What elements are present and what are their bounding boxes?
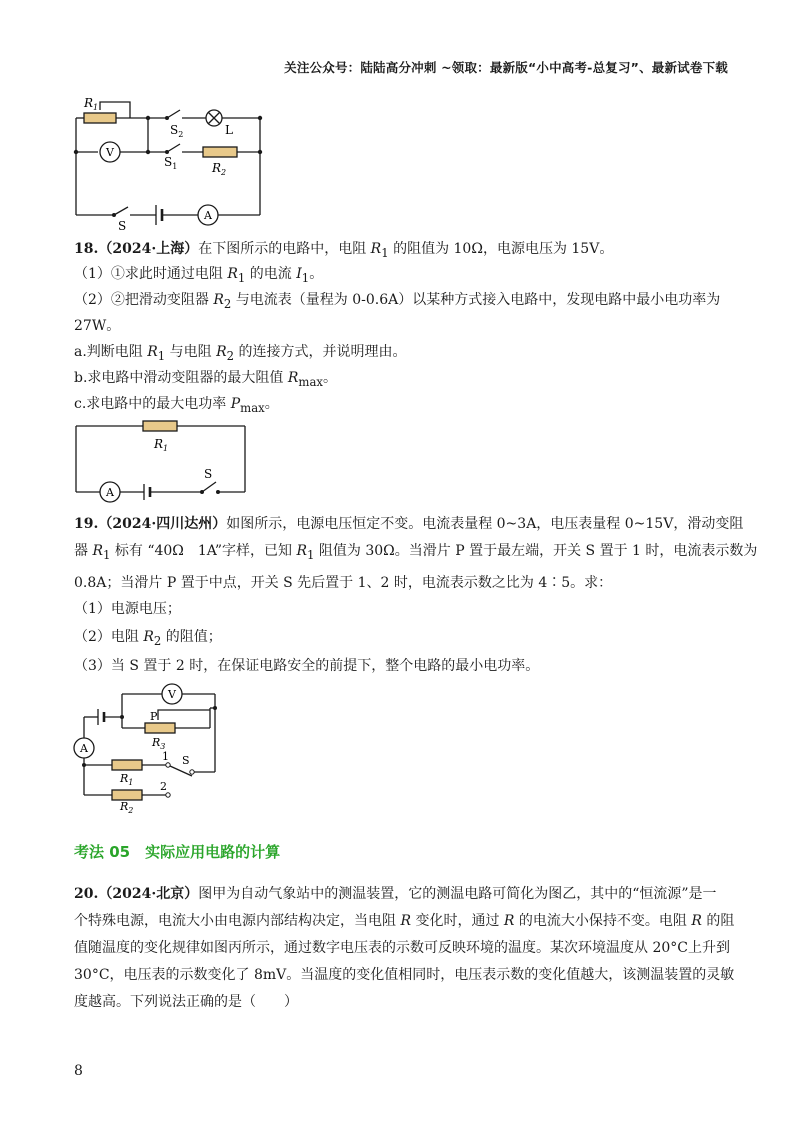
label-position-1: 1 (162, 750, 169, 763)
q18-part2-line2: 27W。 (74, 318, 121, 334)
label-slider-p: P (150, 710, 158, 723)
label-r2: $R_2$ (212, 161, 227, 177)
label-r3: $R_3$ (152, 736, 166, 751)
q19-part1: （1）电源电压； (74, 601, 181, 617)
label-s1: $S_1$ (164, 155, 178, 171)
label-ammeter: A (106, 486, 114, 499)
q18-stem: 18.（2024·上海）在下图所示的电路中，电阻 $R_1$ 的阻值为 10Ω，电源电压为 15V。 (74, 241, 614, 260)
label-voltmeter: V (106, 146, 114, 159)
label-r1: $R_1$ (84, 96, 99, 112)
label-voltmeter: V (168, 688, 176, 701)
q19-stem-line3: 0.8A；当滑片 P 置于中点，开关 S 先后置于 1、2 时，电流表示数之比为 4∶5。求： (74, 575, 613, 591)
q19-part3: （3）当 S 置于 2 时，在保证电路安全的前提下，整个电路的最小电功率。 (74, 658, 540, 674)
q19-stem-line2: 器 $R_1$ 标有 “40Ω 1A”字样，已知 $R_1$ 阻值为 30Ω。当滑片 P 置于最左端，开关 S 置于 1 时，电流表示数为 (74, 543, 758, 562)
q20-line3: 值随温度的变化规律如图丙所示，通过数字电压表的示数可反映环境的温度。某次环境温度从 20°C上升到 (74, 940, 730, 956)
circuit-diagram-q19 (70, 680, 230, 815)
q18-part-a: a.判断电阻 $R_1$ 与电阻 $R_2$ 的连接方式，并说明理由。 (74, 344, 407, 363)
label-r2: $R_2$ (120, 800, 134, 815)
label-lamp: L (225, 123, 233, 137)
q18-part-b: b.求电路中滑动变阻器的最大阻值 $R_{max}$。 (74, 370, 337, 389)
label-switch: S (118, 219, 127, 233)
q20-line5: 度越高。下列说法正确的是（ ） (74, 994, 298, 1010)
q20-line1: 20.（2024·北京）图甲为自动气象站中的测温装置，它的测温电路可简化为图乙，其中的“恒流源”是一 (74, 886, 717, 902)
label-switch: S (204, 467, 213, 481)
q19-stem-line1: 19.（2024·四川达州）如图所示，电源电压恒定不变。电流表量程 0~3A，电压表量程 0~15V，滑动变阻 (74, 516, 744, 532)
label-switch-s: S (182, 754, 190, 767)
section-title: 考法 05 实际应用电路的计算 (74, 843, 281, 861)
circuit-diagram-q18 (70, 418, 260, 503)
header-note: 关注公众号：陆陆高分冲刺 ~领取：最新版“小中高考-总复习”、最新试卷下载 (284, 60, 728, 75)
label-s2: $S_2$ (170, 123, 184, 139)
q20-line4: 30°C，电压表的示数变化了 8mV。当温度的变化值相同时，电压表示数的变化值越大，该测温装置的灵敏 (74, 967, 735, 983)
label-r1: $R_1$ (154, 437, 169, 453)
label-ammeter: A (80, 742, 88, 755)
label-ammeter: A (204, 209, 212, 222)
q20-line2: 个特殊电源，电流大小由电源内部结构决定，当电阻 R 变化时，通过 R 的电流大小保持不变。电阻 R 的阻 (74, 913, 735, 929)
q18-part-c: c.求电路中的最大电功率 $P_{max}$。 (74, 396, 279, 415)
label-r1: $R_1$ (120, 772, 134, 787)
circuit-diagram-q17 (70, 90, 270, 233)
q19-part2: （2）电阻 $R_2$ 的阻值； (74, 629, 222, 648)
q18-part2-line1: （2）②把滑动变阻器 $R_2$ 与电流表（量程为 0-0.6A）以某种方式接入电路中，发现电路中最小电功率为 (74, 292, 721, 311)
q18-part1: （1）①求此时通过电阻 $R_1$ 的电流 $I_1$。 (74, 266, 324, 285)
label-position-2: 2 (160, 780, 167, 793)
page-number: 8 (74, 1063, 83, 1079)
